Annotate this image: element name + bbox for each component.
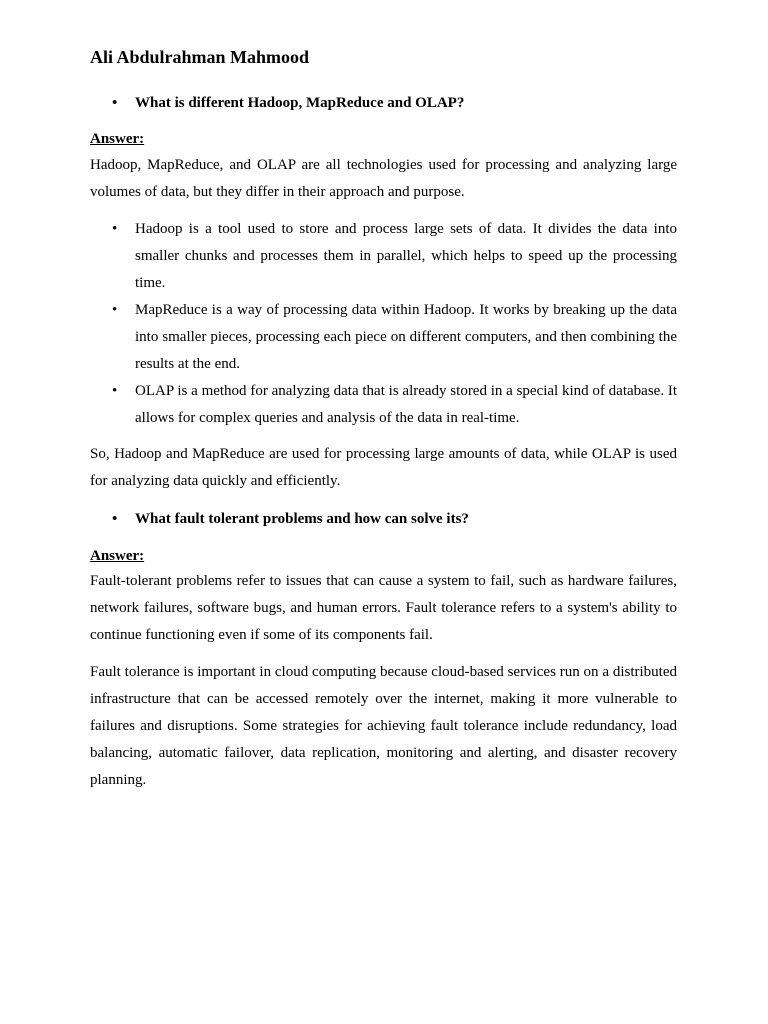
list-item-text: Hadoop is a tool used to store and process large sets of data. It divides the data into smaller chunks and processes them in parallel, which helps to speed up the processing time. xyxy=(135,221,677,291)
list-item xyxy=(90,297,677,378)
question-2 xyxy=(90,509,677,529)
question-2-text: What fault tolerant problems and how can solve its? xyxy=(135,511,469,527)
bullet-icon: • xyxy=(112,95,118,111)
question-1 xyxy=(90,93,677,113)
list-item xyxy=(90,216,677,297)
list-item-text: MapReduce is a way of processing data within Hadoop. It works by breaking up the data into smaller pieces, processing each piece on different computers, and then combining the results at the end. xyxy=(135,302,677,372)
answer-1-intro: Hadoop, MapReduce, and OLAP are all technologies used for processing and analyzing large volumes of data, but they differ in their approach and purpose. xyxy=(90,157,677,200)
list-item-text: OLAP is a method for analyzing data that is already stored in a special kind of database. It allows for complex queries and analysis of the data in real-time. xyxy=(135,383,677,426)
bullet-icon: • xyxy=(112,511,118,527)
answer-label-1: Answer: xyxy=(90,131,145,147)
answer-1-conclusion: So, Hadoop and MapReduce are used for processing large amounts of data, while OLAP is used for analyzing data quickly and efficiently. xyxy=(90,446,677,489)
list-item xyxy=(90,378,677,432)
bullet-icon: • xyxy=(112,221,118,237)
answer-1-list xyxy=(90,216,677,432)
bullet-icon: • xyxy=(112,383,118,399)
bullet-icon: • xyxy=(112,302,118,318)
author-name: Ali Abdulrahman Mahmood xyxy=(90,47,310,67)
answer-2-paragraph-1: Fault-tolerant problems refer to issues that can cause a system to fail, such as hardware failures, network failures, software bugs, and human errors. Fault tolerance refers to a system's ability to continue functioning even if some of its components fail. xyxy=(90,573,677,643)
answer-2-paragraph-2: Fault tolerance is important in cloud computing because cloud-based services run on a distributed infrastructure that can be accessed remotely over the internet, making it more vulnerable to failures and disruptions. Some strategies for achieving fault tolerance include redundancy, load balancing, automatic failover, data replication, monitoring and alerting, and disaster recovery planning. xyxy=(90,664,677,788)
question-1-text: What is different Hadoop, MapReduce and OLAP? xyxy=(135,95,465,111)
answer-label-2: Answer: xyxy=(90,548,145,564)
